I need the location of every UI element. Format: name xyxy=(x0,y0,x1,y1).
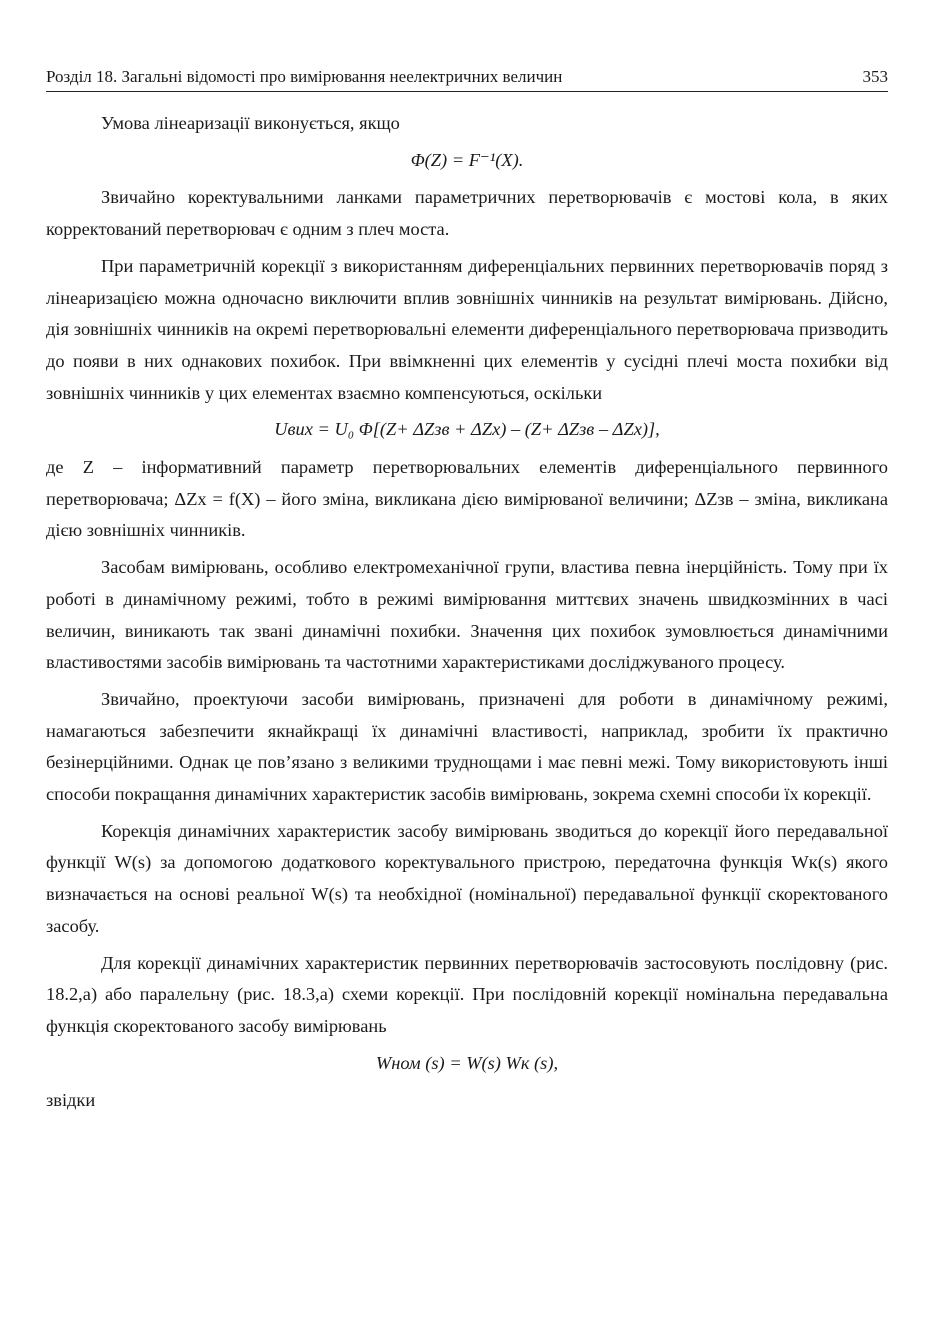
paragraph-bridge-circuits: Звичайно коректувальними ланками параметричних перетворювачів є мостові кола, в яких корректований перетворювач є одним з плеч моста. xyxy=(46,187,888,240)
paragraph-variable-definitions: де Z – інформативний параметр перетворювальних елементів диференціального первинного перетворювача; ΔZx = f(X) – його зміна, викликана дією вимірюваної величини; ΔZзв – зміна, викликана дією зовнішніх чинників. xyxy=(46,457,888,541)
paragraph-transfer-function: Корекція динамічних характеристик засобу вимірювань зводиться до корекції його передавальної функції W(s) за допомогою додаткового коректувального пристрою, передаточна функція Wк(s) якого визначається на основі реальної W(s) та необхідної (номінальної) передавальної функції скоректованого засобу. xyxy=(46,820,888,936)
paragraph-whence: звідки xyxy=(46,1090,96,1111)
page-header xyxy=(46,66,888,92)
formula-linearization: Φ(Z) = F⁻¹(X). xyxy=(410,149,524,170)
paragraph-dynamic-mode: Звичайно, проектуючи засоби вимірювань, призначені для роботи в динамічному режимі, намагаються забезпечити якнайкращі їх динамічні властивості, наприклад, зробити їх практично безінерційними. Однак це пов’язано з великими труднощами і має певні межі. Тому використовують інші способи покращання динамічних характеристик засобів вимірювань, зокрема схемні способи їх корекції. xyxy=(46,688,888,805)
paragraph-parametric-correction: При параметричній корекції з використанням диференціальних первинних перетворювачів поряд з лінеаризацією можна одночасно виключити вплив зовнішніх чинників на результат вимірювань. Дійсно, дія зовнішніх чинників на окремі перетворювальні елементи диференціального перетворювача призводить до появи в них однакових похибок. При ввімкненні цих елементів у сусідні плечі моста похибки від зовнішніх чинників у цих елементах взаємно компенсуються, оскільки xyxy=(46,255,888,403)
paragraph-inertia: Засобам вимірювань, особливо електромеханічної групи, властива певна інерційність. Тому при їх роботі в динамічному режимі, тобто в режимі вимірювання миттєвих значень швидкозмінних в часі величин, виникають так звані динамічні похибки. Значення цих похибок зумовлюється динамічними властивостями засобів вимірювань та частотними характеристиками досліджуваного процесу. xyxy=(46,557,888,673)
formula-output-voltage: Uвих = U₀ Φ[(Z+ ΔZзв + ΔZx) – (Z+ ΔZзв – ΔZx)], xyxy=(274,419,660,440)
page-body xyxy=(46,108,888,1122)
paragraph-serial-correction: Для корекції динамічних характеристик первинних перетворювачів застосовують послідовну (рис. 18.2,а) або паралельну (рис. 18.3,а) схеми корекції. При послідовній корекції номінальна передавальна функція скоректованого засобу вимірювань xyxy=(46,952,888,1036)
formula-nominal-transfer: Wном (s) = W(s) Wк (s), xyxy=(375,1052,559,1073)
paragraph-linearization: Умова лінеаризації виконується, якщо xyxy=(101,113,400,133)
chapter-title: Розділ 18. Загальні відомості про вимірювання неелектричних величин xyxy=(46,67,563,86)
page-number: 353 xyxy=(862,67,888,86)
